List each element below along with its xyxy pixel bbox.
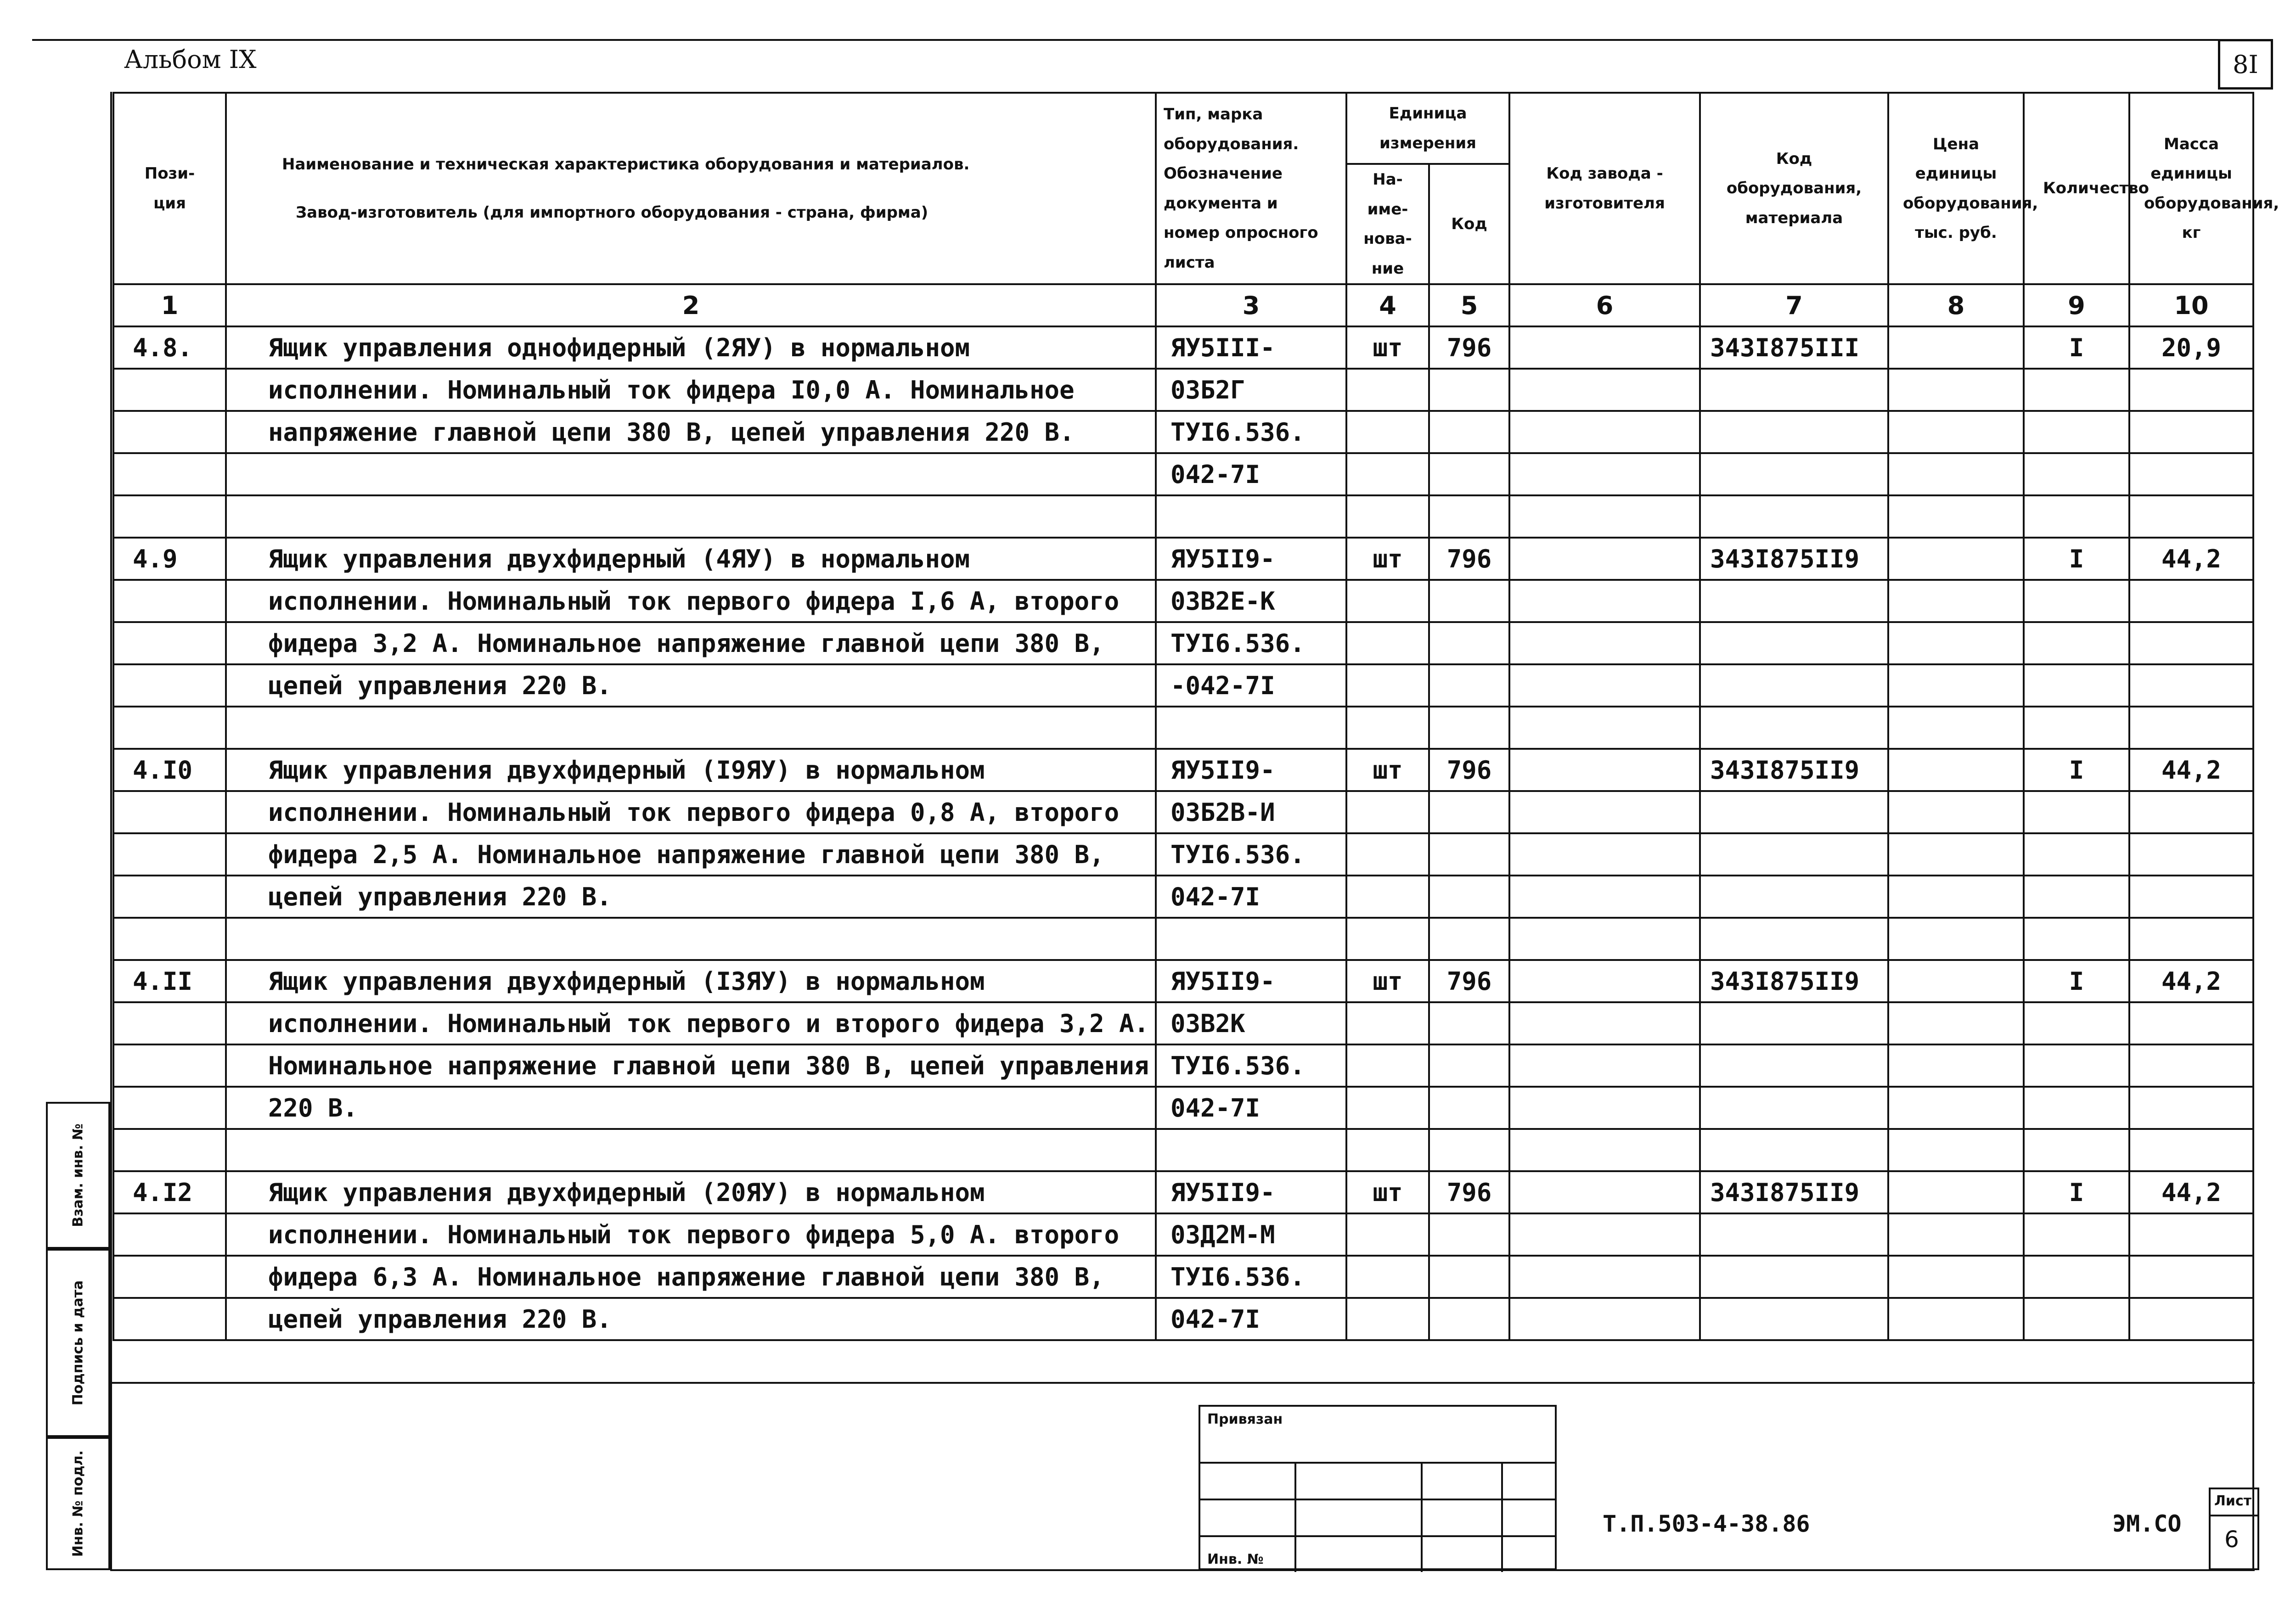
item-qty (2024, 1087, 2129, 1129)
item-equip-code (1700, 580, 1888, 622)
item-unit: шт (1346, 960, 1429, 1002)
item-mass: 44,2 (2129, 538, 2253, 580)
col-header-equip-code: Код оборудования, материала (1700, 93, 1888, 284)
item-type: ЯУ5III- (1156, 326, 1346, 369)
col-header-pos: Пози- ция (113, 93, 226, 284)
item-position (113, 1087, 226, 1129)
item-mass (2129, 1087, 2253, 1129)
item-mass (2129, 1002, 2253, 1044)
item-unit-code (1429, 453, 1509, 495)
table-row (113, 876, 2253, 918)
item-type: ЯУ5II9- (1156, 1171, 1346, 1213)
item-price (1888, 580, 2024, 622)
album-title: Альбом IX (124, 45, 257, 74)
item-factory-code (1509, 538, 1700, 580)
item-position (113, 453, 226, 495)
table-row (113, 1256, 2253, 1298)
page-number: 8I (2218, 39, 2273, 90)
item-unit (1346, 369, 1429, 411)
item-equip-code (1700, 664, 1888, 707)
item-type: 042-7I (1156, 453, 1346, 495)
item-unit-code: 796 (1429, 749, 1509, 791)
item-mass (2129, 411, 2253, 453)
item-price (1888, 326, 2024, 369)
item-description: Номинальное напряжение главной цепи 380 В, цепей управления (226, 1044, 1156, 1087)
item-price (1888, 1213, 2024, 1256)
item-unit (1346, 1298, 1429, 1340)
item-position (113, 1256, 226, 1298)
left-frame (110, 92, 112, 1570)
spacer-row (113, 1129, 2253, 1171)
item-factory-code (1509, 580, 1700, 622)
item-type: 042-7I (1156, 1087, 1346, 1129)
item-mass (2129, 876, 2253, 918)
item-factory-code (1509, 326, 1700, 369)
item-equip-code (1700, 1298, 1888, 1340)
item-unit: шт (1346, 326, 1429, 369)
item-price (1888, 664, 2024, 707)
item-position (113, 1044, 226, 1087)
item-description: Ящик управления двухфидерный (4ЯУ) в нормальном (226, 538, 1156, 580)
item-description: Ящик управления двухфидерный (I3ЯУ) в нормальном (226, 960, 1156, 1002)
item-unit (1346, 1002, 1429, 1044)
item-factory-code (1509, 1044, 1700, 1087)
item-mass (2129, 791, 2253, 833)
item-qty (2024, 411, 2129, 453)
item-equip-code (1700, 833, 1888, 876)
item-position: 4.9 (113, 538, 226, 580)
item-description: цепей управления 220 В. (226, 664, 1156, 707)
item-type: ТУI6.536. (1156, 622, 1346, 664)
item-description: исполнении. Номинальный ток первого и второго фидера 3,2 А. (226, 1002, 1156, 1044)
item-mass (2129, 664, 2253, 707)
table-row (113, 833, 2253, 876)
item-description: фидера 6,3 А. Номинальное напряжение главной цепи 380 В, (226, 1256, 1156, 1298)
item-equip-code (1700, 1044, 1888, 1087)
item-price (1888, 1256, 2024, 1298)
sheet-box: Лист 6 (2209, 1488, 2259, 1570)
col-header-qty: Количество (2024, 93, 2129, 284)
item-description (226, 453, 1156, 495)
item-equip-code (1700, 1256, 1888, 1298)
item-position: 4.8. (113, 326, 226, 369)
item-qty (2024, 580, 2129, 622)
item-price (1888, 1087, 2024, 1129)
item-position: 4.I0 (113, 749, 226, 791)
item-qty (2024, 1002, 2129, 1044)
item-factory-code (1509, 833, 1700, 876)
table-row (113, 791, 2253, 833)
item-equip-code (1700, 1087, 1888, 1129)
spacer-row (113, 707, 2253, 749)
item-qty: I (2024, 749, 2129, 791)
item-position (113, 876, 226, 918)
item-qty (2024, 1044, 2129, 1087)
equipment-table (113, 92, 2279, 1341)
item-factory-code (1509, 622, 1700, 664)
item-unit (1346, 622, 1429, 664)
title-block (1557, 1488, 2255, 1570)
item-mass (2129, 1213, 2253, 1256)
item-unit: шт (1346, 749, 1429, 791)
item-position (113, 1002, 226, 1044)
column-number-row: 1 2 3 4 5 6 7 8 9 10 (113, 284, 2253, 326)
item-price (1888, 369, 2024, 411)
item-unit (1346, 580, 1429, 622)
item-unit-code: 796 (1429, 326, 1509, 369)
item-position (113, 1213, 226, 1256)
item-factory-code (1509, 1256, 1700, 1298)
col-header-factory: Код завода - изготовителя (1509, 93, 1700, 284)
item-unit-code (1429, 580, 1509, 622)
item-equip-code: 343I875II9 (1700, 749, 1888, 791)
table-row (113, 622, 2253, 664)
item-type: 03В2К (1156, 1002, 1346, 1044)
item-factory-code (1509, 1087, 1700, 1129)
item-equip-code: 343I875II9 (1700, 1171, 1888, 1213)
item-equip-code (1700, 791, 1888, 833)
table-bottom-rule (110, 1382, 2255, 1384)
item-qty (2024, 833, 2129, 876)
col-header-unit: Единица измерения (1346, 93, 1509, 164)
item-factory-code (1509, 411, 1700, 453)
item-factory-code (1509, 1213, 1700, 1256)
table-row (113, 1002, 2253, 1044)
item-position (113, 1298, 226, 1340)
item-unit (1346, 876, 1429, 918)
col-header-name: Наименование и техническая характеристика оборудования и материалов. Завод-изготовитель (для импортного оборудования - страна, фирма) (226, 93, 1156, 284)
item-price (1888, 411, 2024, 453)
table-row (113, 453, 2253, 495)
item-unit-code (1429, 1044, 1509, 1087)
item-qty (2024, 453, 2129, 495)
item-qty: I (2024, 326, 2129, 369)
side-stamp-signature: Подпись и дата (46, 1249, 110, 1437)
item-qty (2024, 1213, 2129, 1256)
item-unit-code (1429, 1002, 1509, 1044)
item-type: -042-7I (1156, 664, 1346, 707)
item-price (1888, 538, 2024, 580)
item-qty: I (2024, 1171, 2129, 1213)
col-header-unit-code: Код (1429, 164, 1509, 284)
item-description: исполнении. Номинальный ток первого фидера 5,0 А. второго (226, 1213, 1156, 1256)
item-type: ТУI6.536. (1156, 411, 1346, 453)
item-mass (2129, 1256, 2253, 1298)
col-header-unit-name: На-име-нова-ние (1346, 164, 1429, 284)
item-description: Ящик управления двухфидерный (I9ЯУ) в нормальном (226, 749, 1156, 791)
items-body (113, 326, 2253, 1340)
item-type: 03Б2В-И (1156, 791, 1346, 833)
table-row (113, 1044, 2253, 1087)
item-price (1888, 749, 2024, 791)
item-qty (2024, 622, 2129, 664)
document-mark: ЭМ.СО (2112, 1510, 2182, 1537)
right-frame (2252, 92, 2254, 1570)
sheet-number: 6 (2224, 1526, 2239, 1553)
item-unit (1346, 833, 1429, 876)
table-row (113, 411, 2253, 453)
binding-stamp: Привязан Инв. № (1199, 1405, 1557, 1570)
item-equip-code (1700, 453, 1888, 495)
item-type: ЯУ5II9- (1156, 538, 1346, 580)
table-row (113, 326, 2253, 369)
item-unit-code (1429, 664, 1509, 707)
item-mass (2129, 453, 2253, 495)
item-equip-code (1700, 876, 1888, 918)
item-type: ЯУ5II9- (1156, 960, 1346, 1002)
item-unit-code: 796 (1429, 538, 1509, 580)
item-unit-code (1429, 622, 1509, 664)
item-factory-code (1509, 876, 1700, 918)
item-factory-code (1509, 664, 1700, 707)
item-factory-code (1509, 1002, 1700, 1044)
item-type: ТУI6.536. (1156, 1256, 1346, 1298)
item-factory-code (1509, 1171, 1700, 1213)
item-qty (2024, 876, 2129, 918)
item-position: 4.II (113, 960, 226, 1002)
item-position (113, 580, 226, 622)
item-position (113, 369, 226, 411)
item-type: 03В2Е-К (1156, 580, 1346, 622)
item-unit-code: 796 (1429, 1171, 1509, 1213)
table-row (113, 1298, 2253, 1340)
item-unit-code (1429, 876, 1509, 918)
item-factory-code (1509, 369, 1700, 411)
item-price (1888, 1044, 2024, 1087)
item-description: Ящик управления однофидерный (2ЯУ) в нормальном (226, 326, 1156, 369)
item-description: 220 В. (226, 1087, 1156, 1129)
table-row (113, 960, 2253, 1002)
item-price (1888, 622, 2024, 664)
item-mass: 44,2 (2129, 749, 2253, 791)
item-unit-code (1429, 1087, 1509, 1129)
item-type: ТУI6.536. (1156, 1044, 1346, 1087)
table-row (113, 580, 2253, 622)
side-stamp-replaced: Взам. инв. № (46, 1102, 110, 1249)
item-type: 042-7I (1156, 1298, 1346, 1340)
item-mass (2129, 833, 2253, 876)
col-header-type: Тип, марка оборудования. Обозначение документа и номер опросного листа (1156, 93, 1346, 284)
item-price (1888, 1171, 2024, 1213)
item-factory-code (1509, 1298, 1700, 1340)
item-unit (1346, 664, 1429, 707)
item-type: ТУI6.536. (1156, 833, 1346, 876)
item-price (1888, 791, 2024, 833)
item-unit-code (1429, 1298, 1509, 1340)
item-qty (2024, 664, 2129, 707)
item-price (1888, 960, 2024, 1002)
table-row (113, 538, 2253, 580)
item-unit (1346, 1044, 1429, 1087)
item-unit (1346, 791, 1429, 833)
item-mass: 44,2 (2129, 1171, 2253, 1213)
item-factory-code (1509, 960, 1700, 1002)
item-factory-code (1509, 749, 1700, 791)
item-description: исполнении. Номинальный ток первого фидера I,6 А, второго (226, 580, 1156, 622)
item-type: 03Б2Г (1156, 369, 1346, 411)
item-mass (2129, 1044, 2253, 1087)
item-unit-code: 796 (1429, 960, 1509, 1002)
item-equip-code (1700, 369, 1888, 411)
item-equip-code: 343I875II9 (1700, 538, 1888, 580)
item-position (113, 833, 226, 876)
item-unit-code (1429, 411, 1509, 453)
item-qty: I (2024, 960, 2129, 1002)
side-stamp-inv: Инв. № подл. (46, 1437, 110, 1570)
item-description: Ящик управления двухфидерный (20ЯУ) в нормальном (226, 1171, 1156, 1213)
item-price (1888, 453, 2024, 495)
item-position: 4.I2 (113, 1171, 226, 1213)
document-code: Т.П.503-4-38.86 (1603, 1510, 1810, 1537)
item-equip-code: 343I875III (1700, 326, 1888, 369)
item-unit (1346, 453, 1429, 495)
item-type: ЯУ5II9- (1156, 749, 1346, 791)
item-description: напряжение главной цепи 380 В, цепей управления 220 В. (226, 411, 1156, 453)
item-mass: 44,2 (2129, 960, 2253, 1002)
top-rule (32, 39, 2218, 41)
table-row (113, 1087, 2253, 1129)
item-unit-code (1429, 833, 1509, 876)
item-price (1888, 833, 2024, 876)
item-unit (1346, 1213, 1429, 1256)
item-position (113, 664, 226, 707)
item-equip-code (1700, 622, 1888, 664)
item-qty (2024, 791, 2129, 833)
item-unit (1346, 411, 1429, 453)
table-row (113, 369, 2253, 411)
item-qty: I (2024, 538, 2129, 580)
item-description: цепей управления 220 В. (226, 1298, 1156, 1340)
item-qty (2024, 1298, 2129, 1340)
item-position (113, 411, 226, 453)
item-price (1888, 1002, 2024, 1044)
table-row (113, 749, 2253, 791)
item-description: фидера 2,5 А. Номинальное напряжение главной цепи 380 В, (226, 833, 1156, 876)
item-unit (1346, 1087, 1429, 1129)
table-row (113, 664, 2253, 707)
item-unit-code (1429, 369, 1509, 411)
item-unit-code (1429, 791, 1509, 833)
item-factory-code (1509, 453, 1700, 495)
item-description: фидера 3,2 А. Номинальное напряжение главной цепи 380 В, (226, 622, 1156, 664)
item-mass (2129, 580, 2253, 622)
item-unit: шт (1346, 538, 1429, 580)
item-equip-code: 343I875II9 (1700, 960, 1888, 1002)
item-type: 03Д2М-М (1156, 1213, 1346, 1256)
spacer-row (113, 495, 2253, 538)
item-mass: 20,9 (2129, 326, 2253, 369)
item-unit: шт (1346, 1171, 1429, 1213)
item-factory-code (1509, 791, 1700, 833)
item-unit-code (1429, 1256, 1509, 1298)
item-unit-code (1429, 1213, 1509, 1256)
item-mass (2129, 1298, 2253, 1340)
table-row (113, 1213, 2253, 1256)
item-qty (2024, 1256, 2129, 1298)
item-price (1888, 876, 2024, 918)
item-equip-code (1700, 411, 1888, 453)
item-mass (2129, 622, 2253, 664)
item-price (1888, 1298, 2024, 1340)
item-position (113, 622, 226, 664)
item-qty (2024, 369, 2129, 411)
col-header-price: Цена единицы оборудования, тыс. руб. (1888, 93, 2024, 284)
item-mass (2129, 369, 2253, 411)
table-row (113, 1171, 2253, 1213)
item-equip-code (1700, 1002, 1888, 1044)
item-description: цепей управления 220 В. (226, 876, 1156, 918)
item-type: 042-7I (1156, 876, 1346, 918)
item-position (113, 791, 226, 833)
item-description: исполнении. Номинальный ток первого фидера 0,8 А, второго (226, 791, 1156, 833)
item-unit (1346, 1256, 1429, 1298)
spacer-row (113, 918, 2253, 960)
item-description: исполнении. Номинальный ток фидера I0,0 А. Номинальное (226, 369, 1156, 411)
item-equip-code (1700, 1213, 1888, 1256)
col-header-mass: Масса единицы оборудования, кг (2129, 93, 2253, 284)
